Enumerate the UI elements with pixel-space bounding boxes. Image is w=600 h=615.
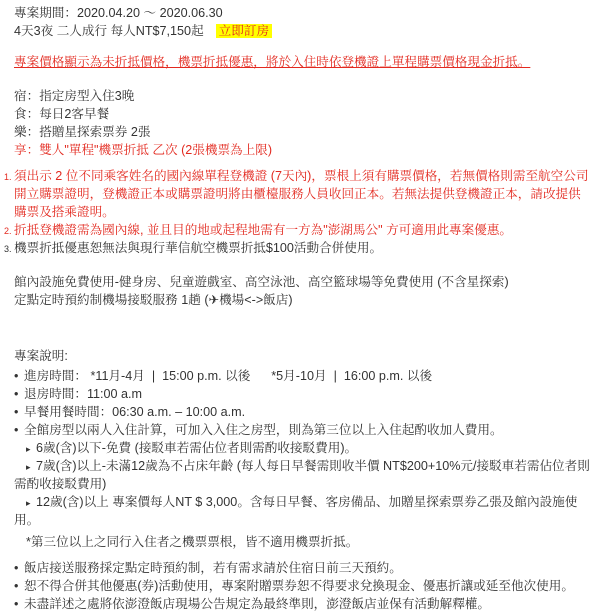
shuttle-route: 機場<->飯店) bbox=[219, 293, 293, 307]
condition-line: 機票折抵優惠恕無法與現行華信航空機票折抵$100活動合併使用。 bbox=[14, 241, 383, 255]
plane-icon: ✈ bbox=[208, 293, 220, 307]
sub-item bbox=[14, 493, 594, 511]
condition-line: 購票及搭乘證明。 bbox=[14, 205, 115, 219]
condition-number: 2. bbox=[4, 226, 12, 236]
sub-item bbox=[14, 457, 594, 475]
sub-item-continuation: 需酌收接駁費用) bbox=[14, 477, 107, 491]
bullet-icon: • bbox=[14, 579, 19, 593]
feature-food: 食：每日2客早餐 bbox=[14, 107, 110, 121]
feature-fun: 樂：搭贈星探索票券 2張 bbox=[14, 125, 151, 139]
book-now-link[interactable]: 立即訂房 bbox=[216, 24, 272, 38]
feature-flight-discount: 享：雙人"單程"機票折抵 乙次 (2張機票為上限) bbox=[14, 143, 273, 157]
feature-stay: 宿：指定房型入住3晚 bbox=[14, 89, 135, 103]
condition-number: 1. bbox=[4, 172, 12, 182]
discount-conditions bbox=[4, 167, 594, 257]
promo-summary: 4天3夜 二人成行 每人NT$7,150起 bbox=[14, 24, 204, 38]
promo-period: 專案期間：2020.04.20 ～ 2020.06.30 bbox=[14, 6, 223, 20]
condition-line: 折抵登機證需為國內線, 並且目的地或起程地需有一方為"澎湖馬公" 方可適用此專案優惠。 bbox=[14, 223, 513, 237]
bullet-icon: • bbox=[14, 405, 19, 419]
footer-notes bbox=[14, 559, 594, 613]
list-item bbox=[14, 577, 594, 595]
list-item bbox=[14, 421, 594, 439]
triangle-bullet-icon: ▸ bbox=[26, 498, 31, 508]
breakfast-time: 早餐用餐時間：06:30 a.m. – 10:00 a.m. bbox=[24, 405, 246, 419]
triangle-bullet-icon: ▸ bbox=[26, 462, 31, 472]
list-item bbox=[14, 559, 594, 577]
shuttle-text: 定點定時預約制機場接駁服務 1趟 ( bbox=[14, 293, 209, 307]
extra-guest-policy: 全館房型以兩人入住計算，可加入入住之房型，則為第三位以上入住起酌收加人費用。 bbox=[24, 423, 503, 437]
sub-item bbox=[14, 439, 594, 457]
bullet-icon: • bbox=[14, 561, 19, 575]
condition-item bbox=[4, 167, 594, 221]
package-features bbox=[14, 87, 594, 159]
price-notice: 專案價格顯示為未折抵價格，機票折抵優惠，將於入住時依登機證上單程購票價格現金折抵。 bbox=[14, 55, 531, 69]
third-guest-note: *第三位以上之同行入住者之機票票根，皆不適用機票折抵。 bbox=[26, 535, 359, 549]
list-item bbox=[14, 385, 594, 403]
triangle-bullet-icon: ▸ bbox=[26, 444, 31, 454]
final-interpretation-note: 未盡詳述之處將依澎澄飯店現場公告規定為最終準則，澎澄飯店並保有活動解釋權。 bbox=[24, 597, 490, 611]
promo-summary-row bbox=[14, 22, 594, 40]
condition-item bbox=[4, 239, 594, 257]
list-item bbox=[14, 595, 594, 613]
sub-item-continuation: 用。 bbox=[14, 513, 40, 527]
condition-line: 須出示 2 位不同乘客姓名的國內線單程登機證 (7天內)，票根上須有購票價格，若無價格則需至航空公司 bbox=[14, 169, 589, 183]
bullet-icon: • bbox=[14, 387, 19, 401]
bullet-icon: • bbox=[14, 369, 19, 383]
list-item bbox=[14, 403, 594, 421]
details-list bbox=[14, 367, 594, 551]
check-out-time: 退房時間：11:00 a.m bbox=[24, 387, 143, 401]
facilities bbox=[14, 273, 594, 309]
age-12-plus-policy: 12歲(含)以上 專案價每人NT $ 3,000。含每日早餐、客房備品、加贈星探索票券乙張及館內設施使 bbox=[36, 495, 578, 509]
condition-item bbox=[4, 221, 594, 239]
facilities-amenities: 館內設施免費使用-健身房、兒童遊戲室、高空泳池、高空籃球場等免費使用 (不含星探索) bbox=[14, 275, 509, 289]
check-in-time: 進房時間： *11月-4月 | 15:00 p.m. 以後 *5月-10月 | 16:00 p.m. 以後 bbox=[24, 369, 433, 383]
list-item bbox=[14, 367, 594, 385]
child-7-to-12-policy: 7歲(含)以上-未滿12歲為不占床年齡 (每人每日早餐需則收半價 NT$200+10%元/接駁車若需佔位者則 bbox=[36, 459, 590, 473]
condition-line: 開立購票證明，登機證正本或購票證明將由櫃檯服務人員收回正本。若無法提供登機證正本，請改提供 bbox=[14, 187, 581, 201]
airport-shuttle-row bbox=[14, 291, 594, 309]
no-combination-note: 恕不得合併其他優惠(券)活動使用，專案附贈票券恕不得要求兌換現金、優惠折讓或延至他次使用。 bbox=[24, 579, 574, 593]
bullet-icon: • bbox=[14, 597, 19, 611]
details-heading: 專案說明: bbox=[14, 349, 68, 363]
shuttle-reservation-note: 飯店接送服務採定點定時預約制，若有需求請於住宿日前三天預約。 bbox=[24, 561, 402, 575]
child-under-6-policy: 6歲(含)以下-免費 (接駁車若需佔位者則需酌收接駁費用)。 bbox=[36, 441, 358, 455]
condition-number: 3. bbox=[4, 244, 12, 254]
bullet-icon: • bbox=[14, 423, 19, 437]
